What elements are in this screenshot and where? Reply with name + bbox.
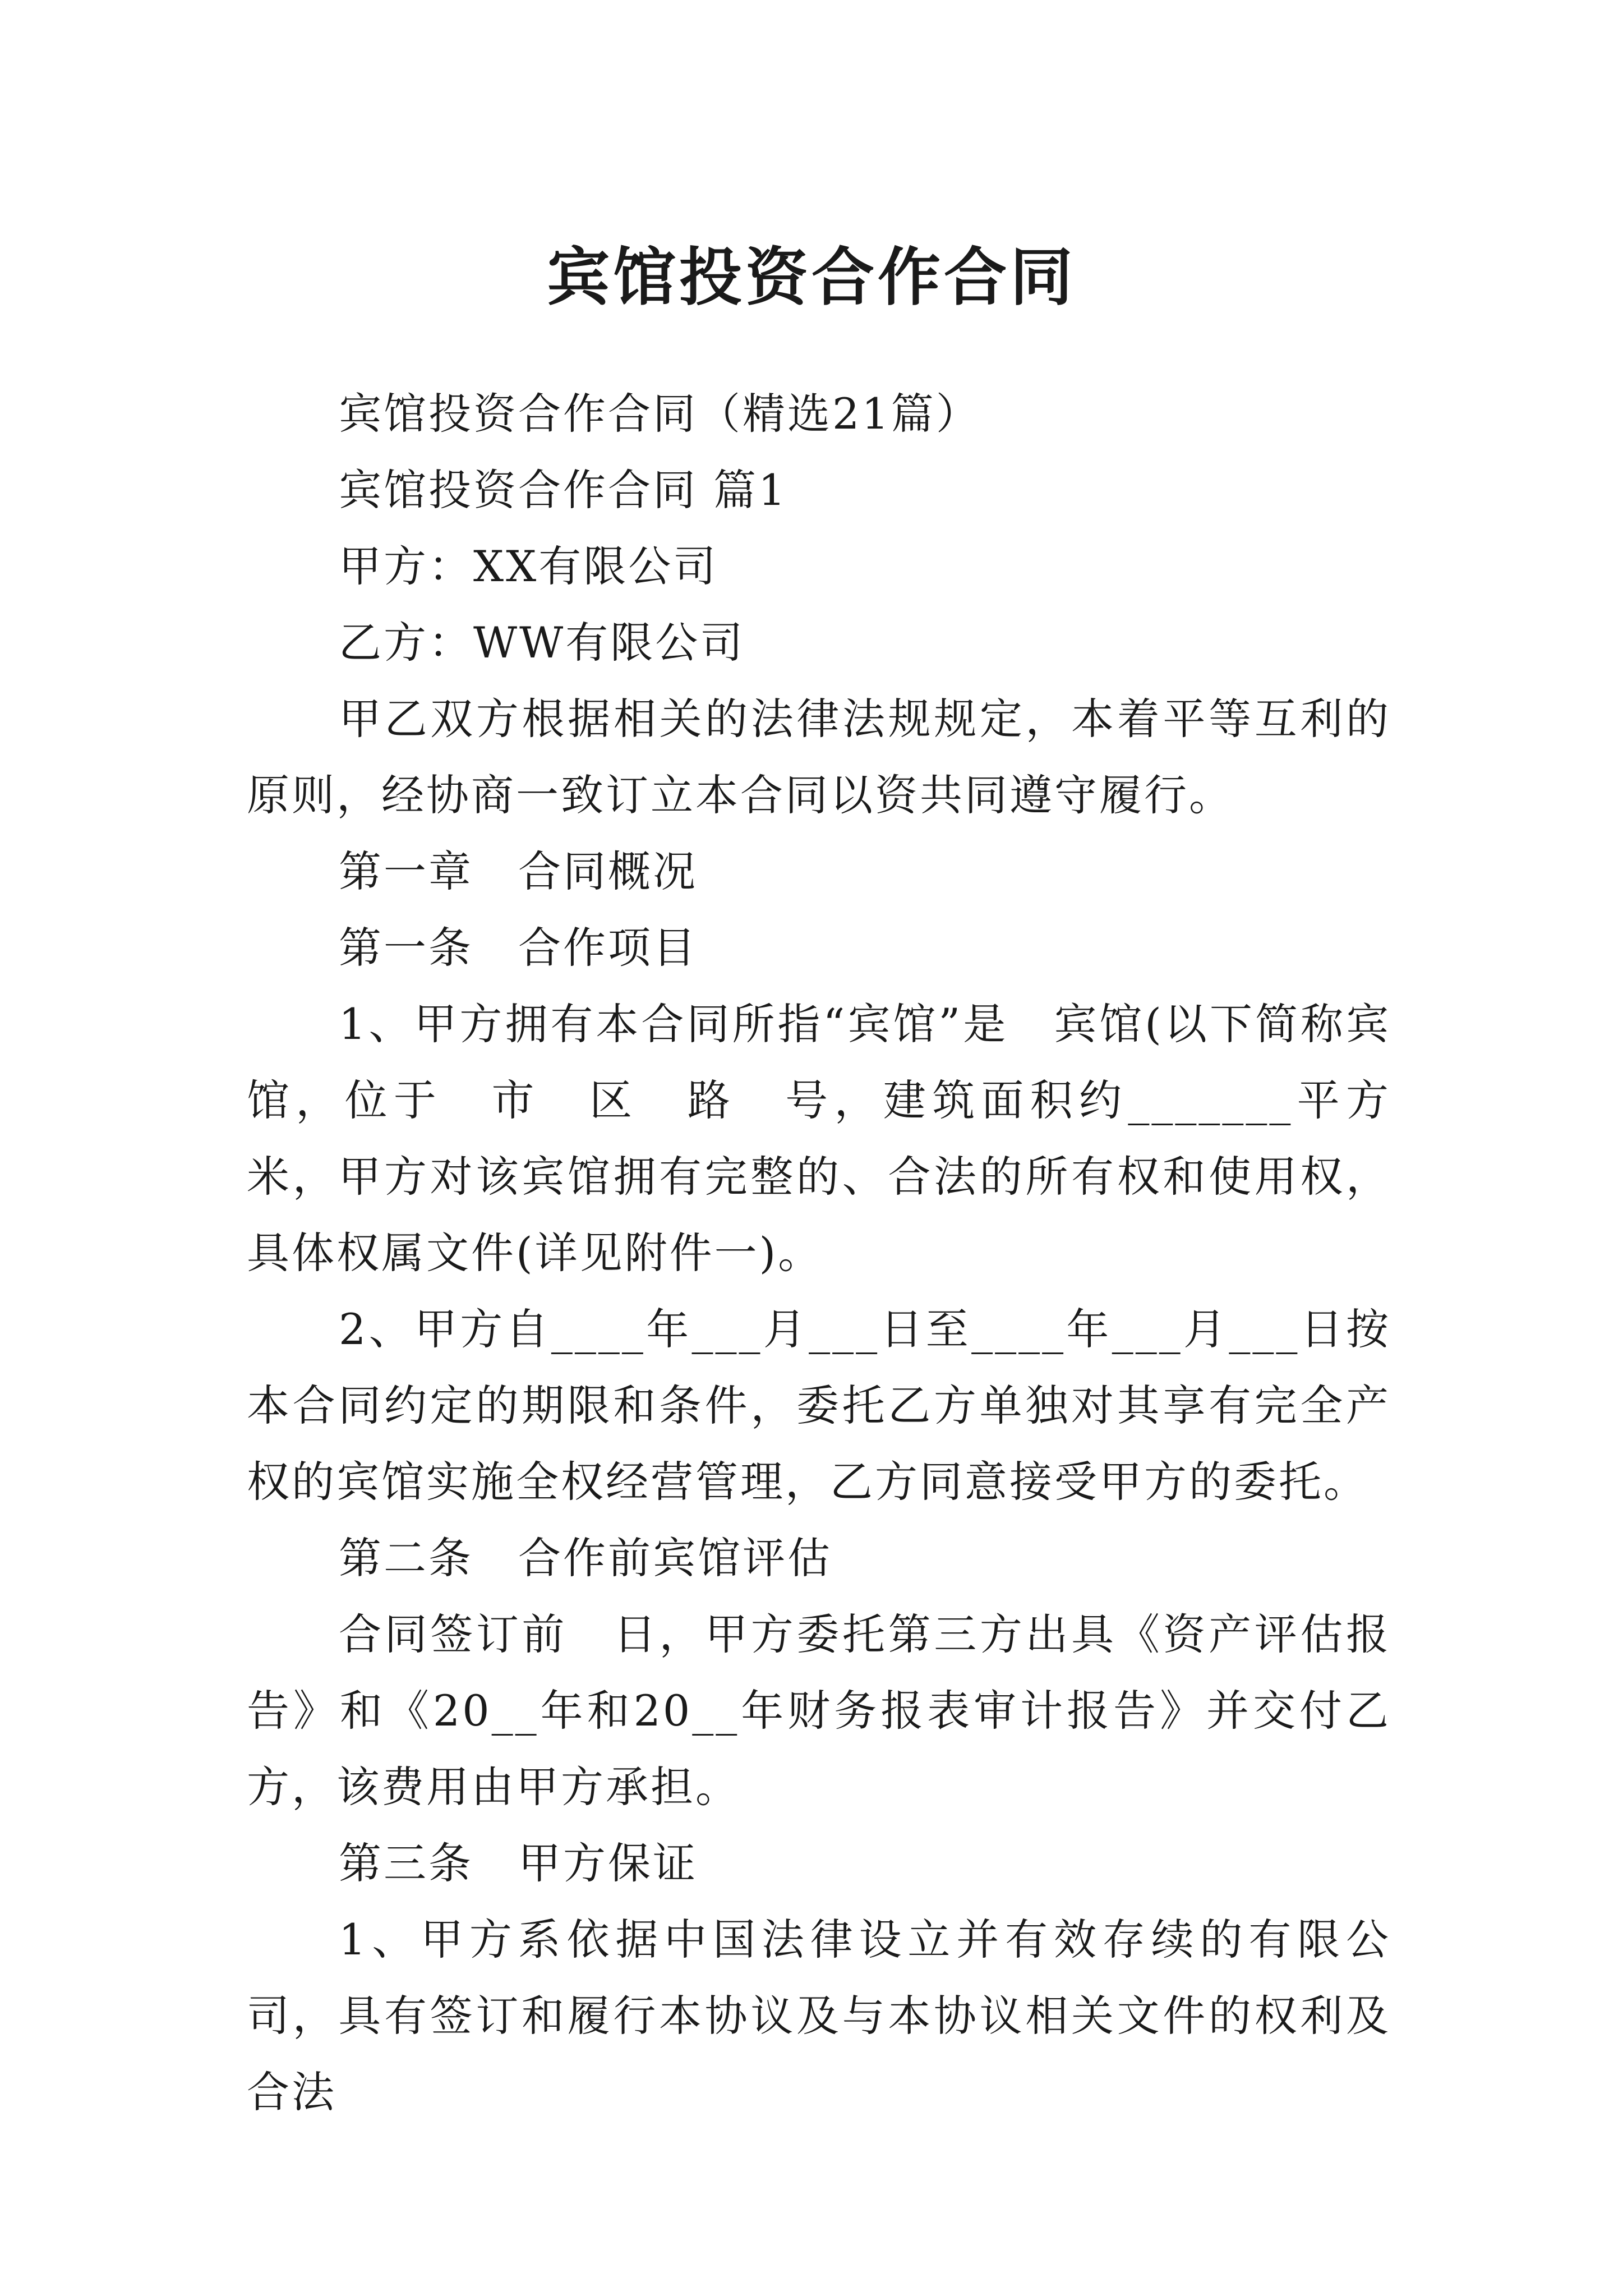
paragraph-part-heading: 宾馆投资合作合同 篇1 (339, 465, 788, 515)
paragraph-article-3: 第三条 甲方保证 (339, 1838, 698, 1888)
paragraph-article-1: 第一条 合作项目 (339, 923, 698, 973)
paragraph-clause-2: 合同签订前 日，甲方委托第三方出具《资产评估报告》和《20__年和20__年财务报表审计报告》并交付乙方，该费用由甲方承担。 (247, 1609, 1391, 1812)
paragraph-subtitle: 宾馆投资合作合同（精选21篇） (339, 389, 981, 439)
paragraph-clause-1-1: 1、甲方拥有本合同所指“宾馆”是 宾馆(以下简称宾馆，位于 市 区 路 号，建筑面积约_______平方米，甲方对该宾馆拥有完整的、合法的所有权和使用权，具体权属文件(详见附件一)。 (247, 999, 1391, 1278)
paragraph-chapter-1: 第一章 合同概况 (339, 846, 698, 896)
paragraph-article-2: 第二条 合作前宾馆评估 (339, 1533, 832, 1583)
paragraph-clause-1-2: 2、甲方自____年___月___日至____年___月___日按本合同约定的期限和条件，委托乙方单独对其享有完全产权的宾馆实施全权经营管理，乙方同意接受甲方的委托。 (247, 1304, 1391, 1507)
paragraph-clause-3-1: 1、甲方系依据中国法律设立并有效存续的有限公司，具有签订和履行本协议及与本协议相关文件的权利及合法 (247, 1915, 1391, 2117)
paragraph-preamble: 甲乙双方根据相关的法律法规规定，本着平等互利的原则，经协商一致订立本合同以资共同遵守履行。 (247, 694, 1391, 820)
paragraph-party-b: 乙方：WW有限公司 (339, 618, 745, 668)
document-body (247, 376, 1391, 2131)
document-title: 宾馆投资合作合同 (547, 241, 1076, 315)
paragraph-party-a: 甲方：XX有限公司 (339, 541, 718, 591)
